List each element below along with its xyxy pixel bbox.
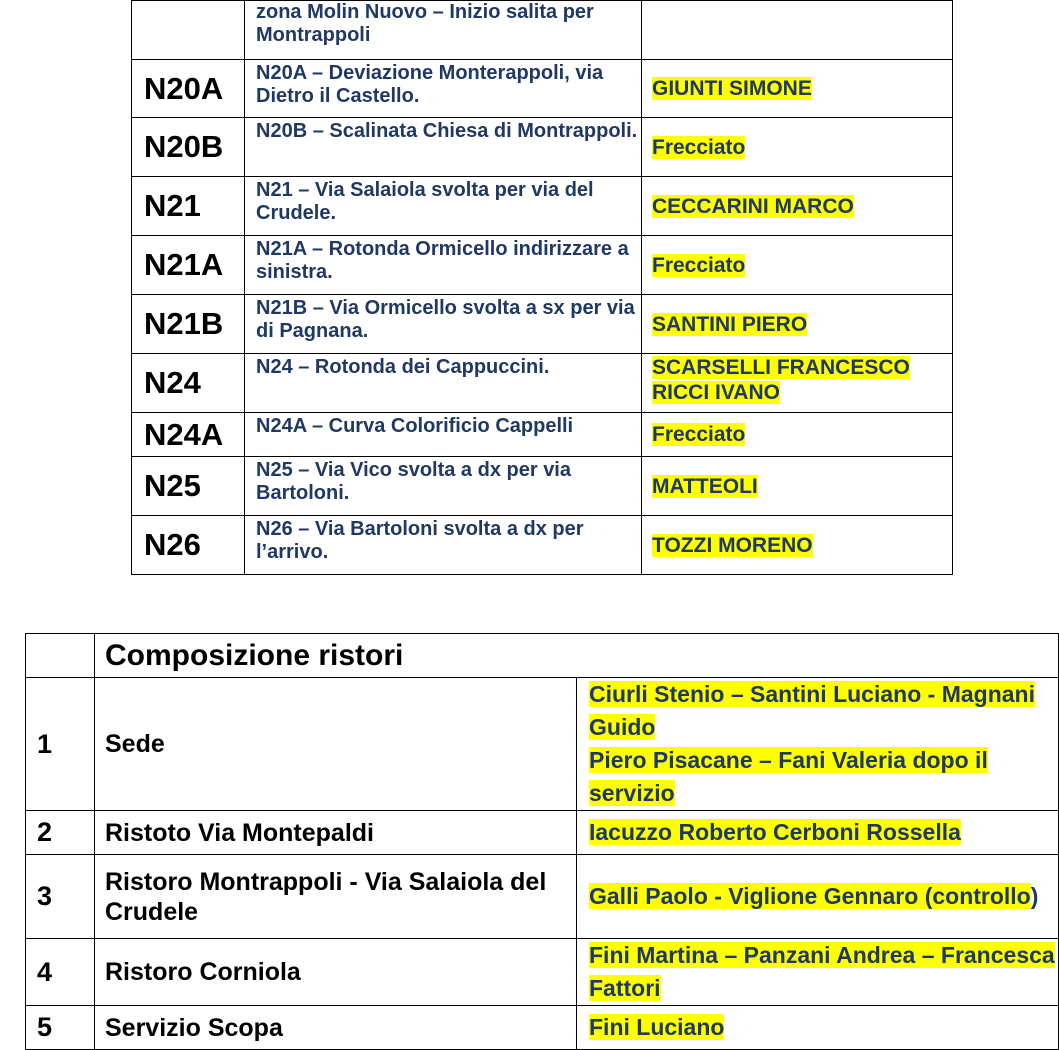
- ristoro-number: 4: [26, 939, 95, 1006]
- post-description: zona Molin Nuovo – Inizio salita per Montrappoli: [245, 1, 642, 60]
- ristoro-place: Ristoto Via Montepaldi: [95, 811, 577, 855]
- assignee-highlight: CECCARINI MARCO: [652, 194, 854, 218]
- table-row: [132, 516, 953, 575]
- ristoro-place: Ristoro Corniola: [95, 939, 577, 1006]
- post-description: N21 – Via Salaiola svolta per via del Crudele.: [245, 177, 642, 236]
- people-highlight: Iacuzzo Roberto Cerboni Rossella: [589, 819, 961, 845]
- ristori-title: Composizione ristori: [95, 634, 1059, 678]
- table-row: [132, 457, 953, 516]
- people-highlight: Fini Luciano: [589, 1014, 725, 1040]
- assignee-highlight: SCARSELLI FRANCESCO: [652, 356, 910, 379]
- assignee-highlight: Frecciato: [652, 423, 746, 446]
- assignee-highlight: TOZZI MORENO: [652, 533, 813, 557]
- table-row: [132, 118, 953, 177]
- table-row: [132, 1, 953, 60]
- table-row: [26, 855, 1059, 939]
- people-highlight: Fini Martina – Panzani Andrea – Francesca Fattori: [589, 942, 1055, 1001]
- post-description: N21B – Via Ormicello svolta a sx per via di Pagnana.: [245, 295, 642, 354]
- post-assignee: [642, 354, 953, 413]
- post-code: [132, 1, 245, 60]
- post-description: N21A – Rotonda Ormicello indirizzare a sinistra.: [245, 236, 642, 295]
- assignee-highlight: SANTINI PIERO: [652, 312, 808, 336]
- table-row: [132, 236, 953, 295]
- ristoro-people: [577, 939, 1059, 1006]
- table-row: [26, 811, 1059, 855]
- post-assignee: [642, 236, 953, 295]
- post-assignee: [642, 457, 953, 516]
- post-assignee: [642, 1, 953, 60]
- post-code: N21A: [132, 236, 245, 295]
- assignee-highlight: RICCI IVANO: [652, 381, 780, 404]
- post-description: N24A – Curva Colorificio Cappelli: [245, 413, 642, 457]
- ristoro-place: Sede: [95, 678, 577, 811]
- post-code: N21B: [132, 295, 245, 354]
- table-row: [132, 177, 953, 236]
- ristori-table: [25, 633, 1059, 1050]
- ristoro-people: [577, 1006, 1059, 1050]
- ristoro-number: 1: [26, 678, 95, 811]
- table-header-row: [26, 634, 1059, 678]
- posts-table: [131, 0, 953, 575]
- ristoro-number: 2: [26, 811, 95, 855]
- post-description: N26 – Via Bartoloni svolta a dx per l’arrivo.: [245, 516, 642, 575]
- post-description: N24 – Rotonda dei Cappuccini.: [245, 354, 642, 413]
- post-assignee: [642, 177, 953, 236]
- ristoro-people: [577, 855, 1059, 939]
- post-code: N20A: [132, 60, 245, 118]
- post-code: N21: [132, 177, 245, 236]
- post-description: N20B – Scalinata Chiesa di Montrappoli.: [245, 118, 642, 177]
- assignee-highlight: GIUNTI SIMONE: [652, 77, 812, 100]
- ristoro-number: 5: [26, 1006, 95, 1050]
- people-highlight: Galli Paolo - Viglione Gennaro (controllo: [589, 883, 1031, 909]
- post-assignee: [642, 118, 953, 177]
- assignee-highlight: Frecciato: [652, 253, 746, 277]
- post-assignee: [642, 516, 953, 575]
- assignee-highlight: MATTEOLI: [652, 474, 758, 498]
- ristoro-number: 3: [26, 855, 95, 939]
- ristoro-place: Servizio Scopa: [95, 1006, 577, 1050]
- people-highlight: Piero Pisacane – Fani Valeria dopo il servizio: [589, 747, 988, 806]
- table-row: [26, 1006, 1059, 1050]
- post-code: N25: [132, 457, 245, 516]
- table-row: [132, 295, 953, 354]
- table-row: [132, 354, 953, 413]
- post-assignee: [642, 60, 953, 118]
- post-code: N20B: [132, 118, 245, 177]
- post-code: N24A: [132, 413, 245, 457]
- ristoro-place: Ristoro Montrappoli - Via Salaiola del Crudele: [95, 855, 577, 939]
- table-row: [26, 939, 1059, 1006]
- table-row: [26, 678, 1059, 811]
- people-highlight: Ciurli Stenio – Santini Luciano - Magnani Guido: [589, 681, 1035, 740]
- ristoro-people: [577, 678, 1059, 811]
- post-code: N26: [132, 516, 245, 575]
- post-assignee: [642, 413, 953, 457]
- post-description: N20A – Deviazione Monterappoli, via Dietro il Castello.: [245, 60, 642, 118]
- people-tail: ): [1030, 883, 1039, 909]
- table-row: [132, 413, 953, 457]
- assignee-highlight: Frecciato: [652, 135, 746, 159]
- post-description: N25 – Via Vico svolta a dx per via Bartoloni.: [245, 457, 642, 516]
- header-empty-cell: [26, 634, 95, 678]
- post-code: N24: [132, 354, 245, 413]
- post-assignee: [642, 295, 953, 354]
- table-row: [132, 60, 953, 118]
- ristoro-people: [577, 811, 1059, 855]
